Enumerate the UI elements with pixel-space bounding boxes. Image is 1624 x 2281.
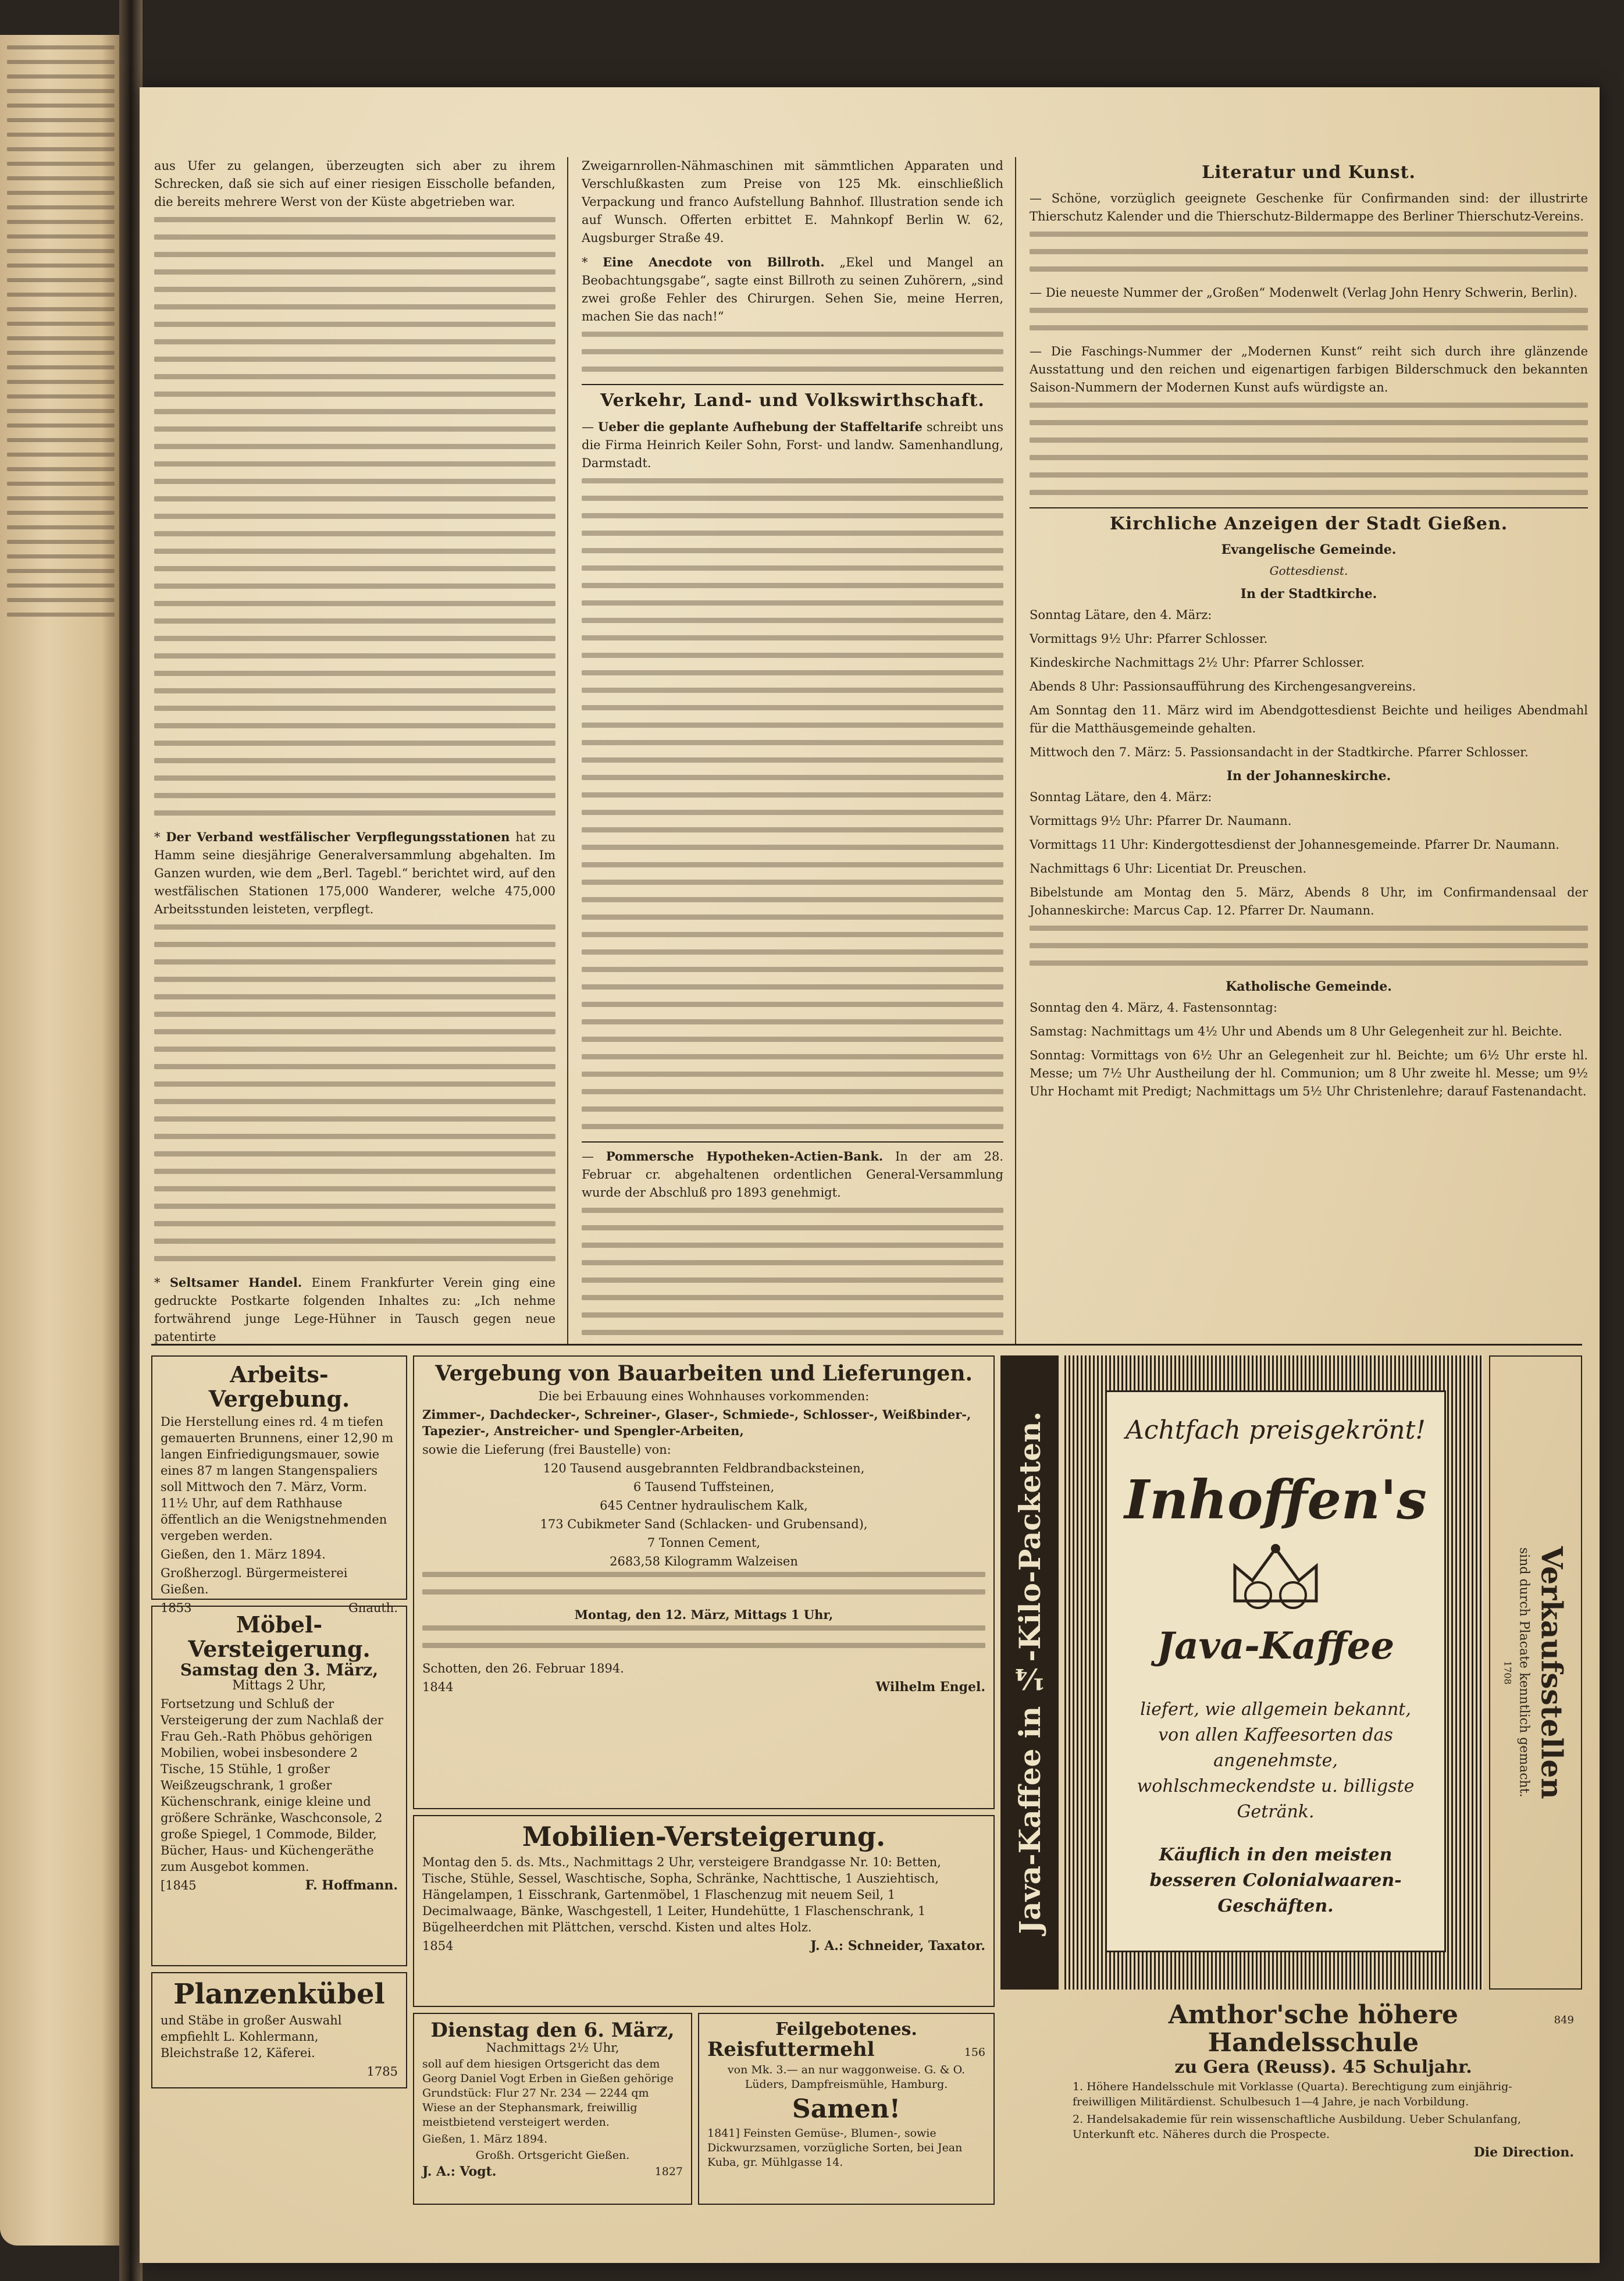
column-3 bbox=[1030, 157, 1588, 1106]
ad-body bbox=[422, 1625, 985, 1648]
ad-footer bbox=[422, 1938, 985, 1954]
coffee-brand: Inhoffen's bbox=[1124, 1468, 1427, 1531]
service-line: Vormittags 9½ Uhr: Pfarrer Dr. Naumann. bbox=[1030, 814, 1292, 828]
column-2 bbox=[582, 157, 1003, 1347]
article-lead: Pommersche Hypotheken-Actien-Bank. bbox=[606, 1149, 884, 1163]
ad-number: 849 bbox=[1554, 2014, 1574, 2026]
ad-text: 2. Handelsakademie für rein wissenschaftliche Ausbildung. Ueber Schulanfang, Unterkunft etc. Näheres durch die Prospecte. bbox=[1073, 2112, 1522, 2141]
coffee-text: liefert, wie allgemein bekannt, von allen Kaffeesorten das angenehmste, wohlschmeckendste u. billigste Getränk. bbox=[1137, 1699, 1415, 1822]
ad-item: 120 Tausend ausgebrannten Feldbrandbacksteinen, bbox=[543, 1461, 865, 1475]
column-1 bbox=[154, 157, 555, 1352]
ad-number: 1708 bbox=[1502, 1660, 1513, 1685]
church-subheading: Gottesdienst. bbox=[1269, 564, 1348, 578]
article-text: In der am 28. Februar cr. abgehaltenen ordentlichen General-Versammlung wurde der Abschluß pro 1893 genehmigt. bbox=[582, 1150, 1003, 1200]
ad-signature: F. Hoffmann. bbox=[305, 1877, 398, 1893]
article-handel: * Seltsamer Handel. Einem Frankfurter Verein ging eine gedruckte Postkarte folgenden Inhaltes zu: „Ich nehme fortwährend junge Lege-Hühner in Tausch gegen neue patentirte bbox=[154, 1275, 555, 1344]
ad-dienstag-versteigerung bbox=[413, 2013, 692, 2205]
column-rule bbox=[567, 157, 568, 1344]
article-text: Einem Frankfurter Verein ging eine gedruckte Postkarte folgenden Inhaltes zu: „Ich nehme fortwährend junge Lege-Hühner in Tausch gegen neue patentirte bbox=[154, 1276, 555, 1344]
ad-planzenkuebel bbox=[151, 1972, 407, 2088]
ad-works: Zimmer-, Dachdecker-, Schreiner-, Glaser-, Schmiede-, Schlosser-, Weißbinder-, Tapezier-, Anstreicher- und Spengler-Arbeiten, bbox=[422, 1407, 971, 1438]
ad-signature: J. A.: Schneider, Taxator. bbox=[810, 1938, 985, 1953]
ad-body bbox=[422, 1572, 985, 1595]
service-line: Kindeskirche Nachmittags 2½ Uhr: Pfarrer Schlosser. bbox=[1030, 656, 1365, 670]
article-text: „Ekel und Mangel an Beobachtungsgabe“, sagte einst Billroth zu seinen Zuhörern, „sind zwei große Fehler des Chirurgen. Sehen Sie, meine Herren, machen Sie das nach!“ bbox=[582, 255, 1003, 323]
ad-number: 1854 bbox=[422, 1938, 454, 1953]
article-body bbox=[582, 1208, 1003, 1335]
ad-text: sind durch Placate kenntlich gemacht. bbox=[1516, 1547, 1532, 1798]
service-line: Vormittags 9½ Uhr: Pfarrer Schlosser. bbox=[1030, 632, 1268, 646]
ad-number: [1845 bbox=[161, 1878, 197, 1892]
lit-text: Die neueste Nummer der „Großen“ Modenwelt (Verlag John Henry Schwerin, Berlin). bbox=[1045, 286, 1577, 300]
ad-place: Gießen, den 1. März 1894. bbox=[161, 1547, 326, 1561]
ad-signature: J. A.: Vogt. bbox=[422, 2164, 497, 2180]
section-rule bbox=[582, 384, 1003, 385]
article-lead: Seltsamer Handel. bbox=[169, 1275, 302, 1290]
service-line: Am Sonntag den 11. März wird im Abendgottesdienst Beichte und heiliges Abendmahl für die Matthäusgemeinde gehalten. bbox=[1030, 703, 1588, 735]
ad-subtitle: zu Gera (Reuss). 45 Schuljahr. bbox=[1174, 2056, 1472, 2077]
ad-signature: Wilhelm Engel. bbox=[875, 1679, 985, 1695]
service-line: Sonntag Lätare, den 4. März: bbox=[1030, 790, 1212, 804]
column-rule bbox=[1015, 157, 1016, 1344]
ad-delivery: sowie die Lieferung (frei Baustelle) von: bbox=[422, 1442, 671, 1457]
ad-moebel-versteigerung bbox=[151, 1606, 407, 1966]
ad-time: Nachmittags 2½ Uhr, bbox=[486, 2041, 619, 2055]
ad-deadline: Montag, den 12. März, Mittags 1 Uhr, bbox=[574, 1607, 834, 1622]
section-title-verkehr: Verkehr, Land- und Volkswirthschaft. bbox=[600, 390, 985, 411]
ad-row bbox=[1073, 2001, 1574, 2058]
ad-item: 6 Tausend Tuffsteinen, bbox=[633, 1479, 775, 1494]
ad-title: Mobilien-Versteigerung. bbox=[522, 1821, 886, 1852]
ad-title: Möbel-Versteigerung. bbox=[188, 1611, 371, 1662]
ad-text: Fortsetzung und Schluß der Versteigerung der zum Nachlaß der Frau Geh.-Rath Phöbus gehörigen Mobilien, wobei insbesondere 2 Tische, 15 Stühle, 1 großer Weißzeugschrank, 1 großer Küchenschrank, einige kleine und größere Schränke, Waschconsole, 2 große Spiegel, 1 Commode, Bilder, Bücher, Haus- und Küchengeräthe zum Ausgebot kommen. bbox=[161, 1696, 383, 1874]
article-lead: Der Verband westfälischer Verpflegungsstationen bbox=[166, 830, 510, 844]
ad-item: 173 Cubikmeter Sand (Schlacken- und Grubensand), bbox=[540, 1517, 868, 1531]
ad-date: Samstag den 3. März, bbox=[180, 1660, 379, 1679]
ad-title: Dienstag den 6. März, bbox=[430, 2019, 675, 2042]
service-line: Nachmittags 6 Uhr: Licentiat Dr. Preuschen. bbox=[1030, 862, 1307, 876]
ad-title: Feilgebotenes. bbox=[775, 2019, 917, 2040]
ad-number: 1827 bbox=[654, 2165, 683, 2179]
ad-text: 1. Höhere Handelsschule mit Vorklasse (Quarta). Berechtigung zum einjährig-freiwilligen Militärdienst. Schulbesuch 1—4 Jahre, je nach Vorbildung. bbox=[1073, 2080, 1512, 2108]
lit-item: — Die Faschings-Nummer der „Modernen Kunst“ reiht sich durch ihre glänzende Ausstattung und den reichen und eigenartigen farbigen Bilderschmuck den bekannten Saison-Nummern der Modernen Kunst aufs würdigste an. bbox=[1030, 344, 1588, 394]
ad-text: von Mk. 3.— an nur waggonweise. G. & O. Lüders, Dampfreismühle, Hamburg. bbox=[727, 2063, 966, 2091]
newspaper-page bbox=[140, 87, 1600, 2263]
section-title-kirchliche: Kirchliche Anzeigen der Stadt Gießen. bbox=[1109, 514, 1508, 534]
ad-text: Die Herstellung eines rd. 4 m tiefen gemauerten Brunnens, einer 12,90 m langen Einfriedigungsmauer, sowie eines 87 m langen Stangenspaliers soll Mittwoch den 7. März, Vorm. 11½ Uhr, auf dem Rathhause öffentlich an die Wenigstnehmenden vergeben werden. bbox=[161, 1414, 394, 1543]
article-text: schreibt uns die Firma Heinrich Keiler Sohn, Forst- und landw. Samenhandlung, Darmstadt. bbox=[582, 420, 1003, 470]
ad-number: 1785 bbox=[366, 2064, 398, 2079]
ad-place: Schotten, den 26. Februar 1894. bbox=[422, 1661, 624, 1675]
article-body bbox=[1030, 926, 1588, 966]
service-line: Bibelstunde am Montag den 5. März, Abends 8 Uhr, im Confirmandensaal der Johanneskirche: Marcus Cap. 12. Pfarrer Dr. Naumann. bbox=[1030, 885, 1588, 917]
coffee-buy: Käuflich in den meisten besseren Colonialwaaren-Geschäften. bbox=[1149, 1845, 1402, 1916]
article-body bbox=[582, 332, 1003, 372]
left-page-edge bbox=[0, 35, 119, 2246]
article-body bbox=[154, 924, 555, 1261]
coffee-banner: Achtfach preisgekrönt! bbox=[1126, 1415, 1426, 1445]
ad-footer bbox=[422, 1679, 985, 1695]
ad-number: 1844 bbox=[422, 1679, 454, 1694]
article-staffeltarif: — Ueber die geplante Aufhebung der Staffeltarife schreibt uns die Firma Heinrich Keiler Sohn, Forst- und landw. Samenhandlung, Darmstadt. bbox=[582, 419, 1003, 470]
service-line: Mittwoch den 7. März: 5. Passionsandacht in der Stadtkirche. Pfarrer Schlosser. bbox=[1030, 745, 1529, 759]
ad-text: 1841] Feinsten Gemüse-, Blumen-, sowie Dickwurzsamen, vorzügliche Sorten, bei Jean Kuba, gr. Mühlgasse 14. bbox=[707, 2126, 963, 2169]
ad-intro: Die bei Erbauung eines Wohnhauses vorkommenden: bbox=[538, 1389, 870, 1403]
service-line: Sonntag Lätare, den 4. März: bbox=[1030, 608, 1212, 622]
ad-number: 156 bbox=[964, 2046, 985, 2059]
ad-item: 2683,58 Kilogramm Walzeisen bbox=[610, 1554, 798, 1568]
ad-feilgebotenes bbox=[698, 2013, 995, 2205]
article-body bbox=[582, 478, 1003, 1129]
lit-text: Die Faschings-Nummer der „Modernen Kunst“ reiht sich durch ihre glänzende Ausstattung und den reichen und eigenartigen farbigen Bilderschmuck den bekannten Saison-Nummern der Modernen Kunst aufs würdigste an. bbox=[1030, 344, 1588, 394]
church-subheading: In der Stadtkirche. bbox=[1240, 586, 1377, 602]
ad-title: Planzenkübel bbox=[173, 1978, 385, 2010]
article-body bbox=[1030, 308, 1588, 330]
ad-subtitle: Reisfuttermehl bbox=[707, 2038, 875, 2061]
book-gutter bbox=[119, 0, 143, 2281]
service-line: Sonntag den 4. März, 4. Fastensonntag: bbox=[1030, 1001, 1277, 1015]
ad-number: 1853 bbox=[161, 1600, 192, 1615]
crown-coat-of-arms-icon bbox=[1212, 1531, 1340, 1624]
ad-title: Vergebung von Bauarbeiten und Lieferungen. bbox=[435, 1361, 973, 1386]
section-rule bbox=[1030, 507, 1588, 508]
ad-time: Mittags 2 Uhr, bbox=[232, 1678, 326, 1693]
ad-title: Amthor'sche höhere Handelsschule bbox=[1168, 2000, 1458, 2058]
ad-bauarbeiten bbox=[413, 1355, 995, 1809]
ad-item: 645 Centner hydraulischem Kalk, bbox=[600, 1498, 808, 1513]
article-body bbox=[1030, 232, 1588, 272]
article-fragment: Zweigarnrollen-Nähmaschinen mit sämmtlichen Apparaten und Verschlußkasten zum Preise von 125 Mk. einschließlich Verpackung und franco Aufstellung Bahnhof. Illustration sende ich auf Wunsch. Offerten erbittet E. Mahnkopf Berlin W. 62, Augsburger Straße 49. bbox=[582, 159, 1003, 245]
ad-text: und Stäbe in großer Auswahl empfiehlt L. Kohlermann, Bleichstraße 12, Käferei. bbox=[161, 2013, 342, 2060]
ad-signature: Die Direction. bbox=[1473, 2144, 1574, 2160]
service-line: Abends 8 Uhr: Passionsaufführung des Kirchengesangvereins. bbox=[1030, 679, 1416, 693]
article-lead: Eine Anecdote von Billroth. bbox=[603, 255, 825, 269]
ad-signature: Großherzogl. Bürgermeisterei Gießen. bbox=[161, 1565, 348, 1596]
lit-item: — Schöne, vorzüglich geeignete Geschenke für Confirmanden sind: der illustrirte Thierschutz Kalender und die Thierschutz-Bildermappe des Berliner Thierschutz-Vereins. bbox=[1030, 191, 1588, 223]
article-body bbox=[1030, 403, 1588, 495]
article-billroth: * Eine Anecdote von Billroth. „Ekel und Mangel an Beobachtungsgabe“, sagte einst Billroth zu seinen Zuhörern, „sind zwei große Fehler des Chirurgen. Sehen Sie, meine Herren, machen Sie das nach!“ bbox=[582, 255, 1003, 323]
section-rule bbox=[582, 1141, 1003, 1143]
ad-inhoffen-kaffee bbox=[1064, 1355, 1483, 1990]
banner-text: Java-Kaffee in ¼-Kilo-Packeten. bbox=[1012, 1411, 1047, 1934]
service-line: Samstag: Nachmittags um 4½ Uhr und Abends um 8 Uhr Gelegenheit zur hl. Beichte. bbox=[1030, 1024, 1562, 1038]
ad-item: 7 Tonnen Cement, bbox=[647, 1535, 761, 1550]
section-title-literatur: Literatur und Kunst. bbox=[1202, 162, 1416, 183]
lit-item: — Die neueste Nummer der „Großen“ Modenwelt (Verlag John Henry Schwerin, Berlin). bbox=[1030, 286, 1577, 300]
ad-signature: Gnauth. bbox=[348, 1600, 398, 1615]
ad-footer bbox=[161, 1877, 398, 1894]
service-line: Vormittags 11 Uhr: Kindergottesdienst der Johannesgemeinde. Pfarrer Dr. Naumann. bbox=[1030, 838, 1560, 852]
ad-place: Gießen, 1. März 1894. bbox=[422, 2133, 548, 2146]
ad-arbeits-vergebung bbox=[151, 1355, 407, 1615]
ad-mobilien-versteigerung bbox=[413, 1815, 995, 2007]
ad-signature: Großh. Ortsgericht Gießen. bbox=[475, 2149, 630, 2162]
article-pommersche: — Pommersche Hypotheken-Actien-Bank. In der am 28. Februar cr. abgehaltenen ordentlichen General-Versammlung wurde der Abschluß pro 1893 genehmigt. bbox=[582, 1149, 1003, 1200]
church-subheading: In der Johanneskirche. bbox=[1226, 768, 1391, 784]
article-body bbox=[154, 217, 555, 816]
ad-title: Arbeits-Vergebung. bbox=[208, 1361, 350, 1412]
ad-verkaufsstellen bbox=[1489, 1355, 1582, 1990]
lit-text: Schöne, vorzüglich geeignete Geschenke für Confirmanden sind: der illustrirte Thierschutz Kalender und die Thierschutz-Bildermappe des Berliner Thierschutz-Vereins. bbox=[1030, 191, 1588, 223]
ad-text: soll auf dem hiesigen Ortsgericht das dem Georg Daniel Vogt Erben in Gießen gehörige Grundstück: Flur 27 Nr. 234 — 2244 qm Wiese an der Stephansmark, freiwillig meistbietend versteigert werden. bbox=[422, 2058, 674, 2129]
article-verband: * Der Verband westfälischer Verpflegungsstationen hat zu Hamm seine diesjährige Generalversammlung abgehalten. Im Ganzen wurden, wie dem „Berl. Tagebl.“ berichtet wird, auf den westfälischen Stationen 175,000 Wanderer, welche 475,000 Arbeitsstunden leisteten, verpflegt. bbox=[154, 830, 555, 916]
ad-kilo-packeten-banner bbox=[1000, 1355, 1059, 1990]
ad-row bbox=[707, 2039, 985, 2061]
coffee-label bbox=[1105, 1390, 1446, 1952]
ad-footer bbox=[422, 2165, 683, 2179]
ad-title: Verkaufsstellen bbox=[1534, 1546, 1569, 1799]
service-line: Sonntag: Vormittags von 6½ Uhr an Gelegenheit zur hl. Beichte; um 6½ Uhr erste hl. Messe; um 7½ Uhr Austheilung der hl. Communion; um 8 Uhr zweite hl. Messe; um 9½ Uhr Hochamt mit Predigt; Nachmittags um 5½ Uhr Christenlehre; darauf Fastenandacht. bbox=[1030, 1048, 1588, 1098]
church-heading: Katholische Gemeinde. bbox=[1226, 979, 1392, 994]
article-intro: aus Ufer zu gelangen, überzeugten sich aber zu ihrem Schrecken, daß sie sich auf einer riesigen Eisscholle befanden, die bereits mehrere Werst von der Küste abgetrieben war. bbox=[154, 159, 555, 209]
article-lead: Ueber die geplante Aufhebung der Staffeltarife bbox=[598, 419, 923, 434]
coffee-product: Java-Kaffee bbox=[1156, 1624, 1395, 1668]
church-heading: Evangelische Gemeinde. bbox=[1221, 542, 1397, 557]
ad-text: Montag den 5. ds. Mts., Nachmittags 2 Uhr, versteigere Brandgasse Nr. 10: Betten, Tische, Stühle, Sessel, Waschtische, Sopha, Schränke, Nachttische, 1 Ausziehtisch, Hängelampen, 1 Eisschrank, Gartenmöbel, 1 Flaschenzug mit neuem Seil, 1 Decimalwaage, Bänke, Waschgestell, 1 Leiter, Hundehütte, 1 Flaschenschrank, 1 Bügelheerdchen mit Plättchen, verschd. Kisten und altes Holz. bbox=[422, 1855, 941, 1934]
ad-subtitle: Samen! bbox=[792, 2094, 901, 2125]
ad-amthor-handelsschule bbox=[1064, 1995, 1582, 2205]
article-text: hat zu Hamm seine diesjährige Generalversammlung abgehalten. Im Ganzen wurden, wie dem „Berl. Tagebl.“ berichtet wird, auf den westfälischen Stationen 175,000 Wanderer, welche 475,000 Arbeitsstunden leisteten, verpflegt. bbox=[154, 830, 555, 916]
